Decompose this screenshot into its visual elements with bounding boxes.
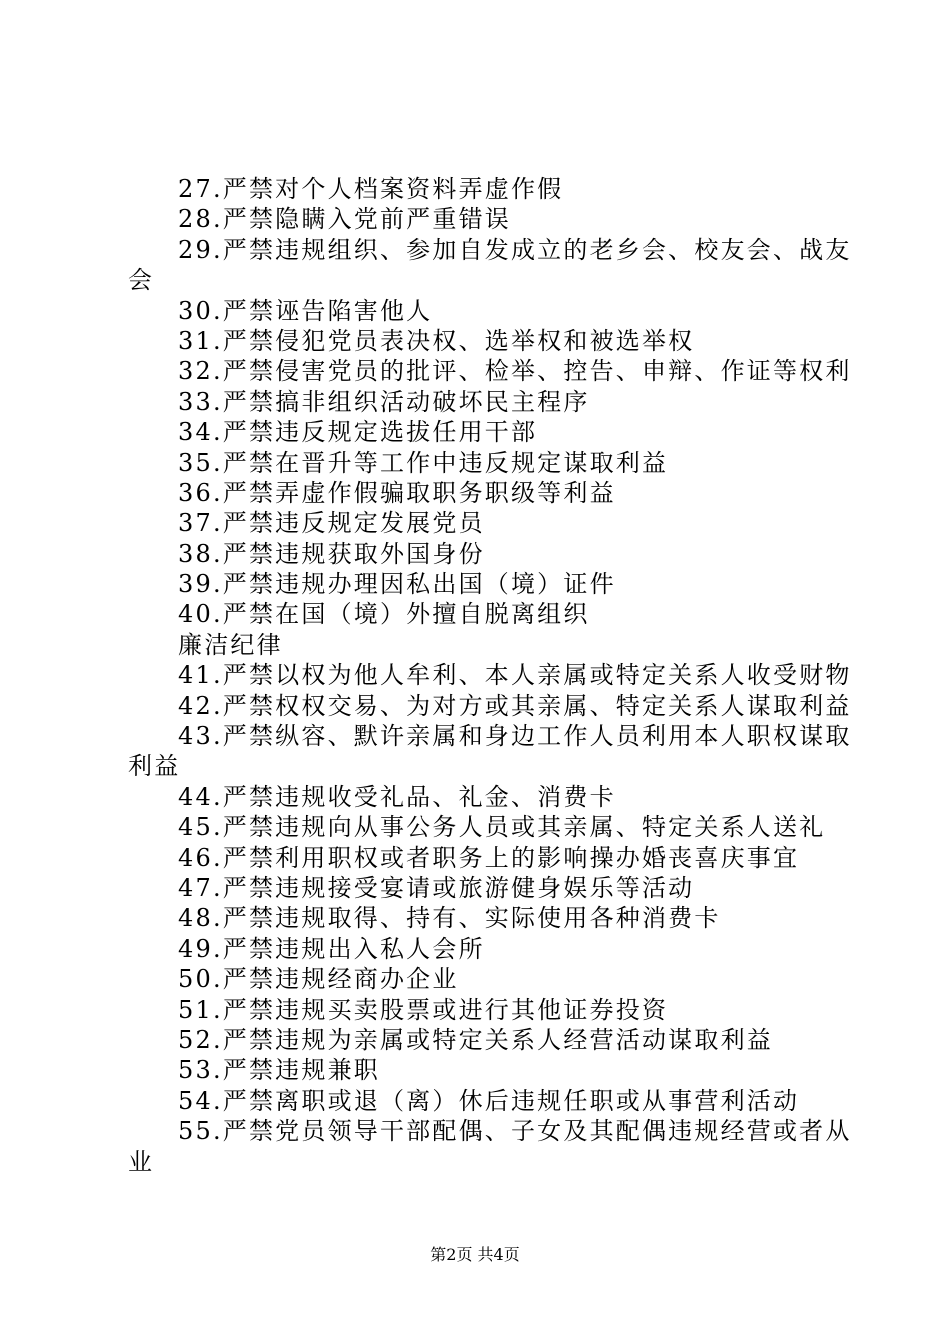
list-item-29-continuation: 会 — [128, 266, 155, 295]
list-item-42: 42.严禁权权交易、为对方或其亲属、特定关系人谋取利益 — [178, 691, 852, 720]
list-item-27: 27.严禁对个人档案资料弄虚作假 — [178, 175, 564, 203]
list-item-35: 35.严禁在晋升等工作中违反规定谋取利益 — [178, 448, 669, 477]
list-item-38: 38.严禁违规获取外国身份 — [178, 539, 485, 568]
list-item-51: 51.严禁违规买卖股票或进行其他证券投资 — [178, 995, 669, 1024]
list-item-55-continuation: 业 — [128, 1147, 155, 1176]
list-item-31: 31.严禁侵犯党员表决权、选举权和被选举权 — [178, 326, 695, 355]
list-item-55: 55.严禁党员领导干部配偶、子女及其配偶违规经营或者从 — [178, 1117, 852, 1146]
section-heading: 廉洁纪律 — [178, 630, 283, 659]
list-item-34: 34.严禁违反规定选拔任用干部 — [178, 418, 538, 447]
list-item-39: 39.严禁违规办理因私出国（境）证件 — [178, 570, 616, 599]
list-item-46: 46.严禁利用职权或者职务上的影响操办婚丧喜庆事宜 — [178, 843, 800, 872]
list-item-37: 37.严禁违反规定发展党员 — [178, 509, 485, 538]
document-body — [128, 174, 852, 1177]
list-item-32: 32.严禁侵害党员的批评、检举、控告、申辩、作证等权利 — [178, 357, 852, 386]
list-item-33: 33.严禁搞非组织活动破坏民主程序 — [178, 387, 590, 416]
page-footer: 第2页 共4页 — [430, 1245, 520, 1264]
list-item-30: 30.严禁诬告陷害他人 — [178, 296, 433, 325]
list-item-36: 36.严禁弄虚作假骗取职务职级等利益 — [178, 478, 616, 507]
list-item-41: 41.严禁以权为他人牟利、本人亲属或特定关系人收受财物 — [178, 661, 852, 690]
list-item-43: 43.严禁纵容、默许亲属和身边工作人员利用本人职权谋取 — [178, 722, 852, 751]
list-item-48: 48.严禁违规取得、持有、实际使用各种消费卡 — [178, 904, 721, 933]
list-item-49: 49.严禁违规出入私人会所 — [178, 934, 485, 963]
list-item-53: 53.严禁违规兼职 — [178, 1056, 380, 1085]
list-item-28: 28.严禁隐瞒入党前严重错误 — [178, 205, 511, 234]
list-item-43-continuation: 利益 — [128, 752, 181, 781]
list-item-50: 50.严禁违规经商办企业 — [178, 965, 459, 994]
list-item-44: 44.严禁违规收受礼品、礼金、消费卡 — [178, 782, 616, 811]
list-item-47: 47.严禁违规接受宴请或旅游健身娱乐等活动 — [178, 873, 695, 902]
list-item-54: 54.严禁离职或退（离）休后违规任职或从事营利活动 — [178, 1086, 800, 1115]
list-item-52: 52.严禁违规为亲属或特定关系人经营活动谋取利益 — [178, 1025, 773, 1054]
list-item-40: 40.严禁在国（境）外擅自脱离组织 — [178, 600, 590, 629]
list-item-45: 45.严禁违规向从事公务人员或其亲属、特定关系人送礼 — [178, 813, 826, 842]
list-item-29: 29.严禁违规组织、参加自发成立的老乡会、校友会、战友 — [178, 235, 852, 264]
